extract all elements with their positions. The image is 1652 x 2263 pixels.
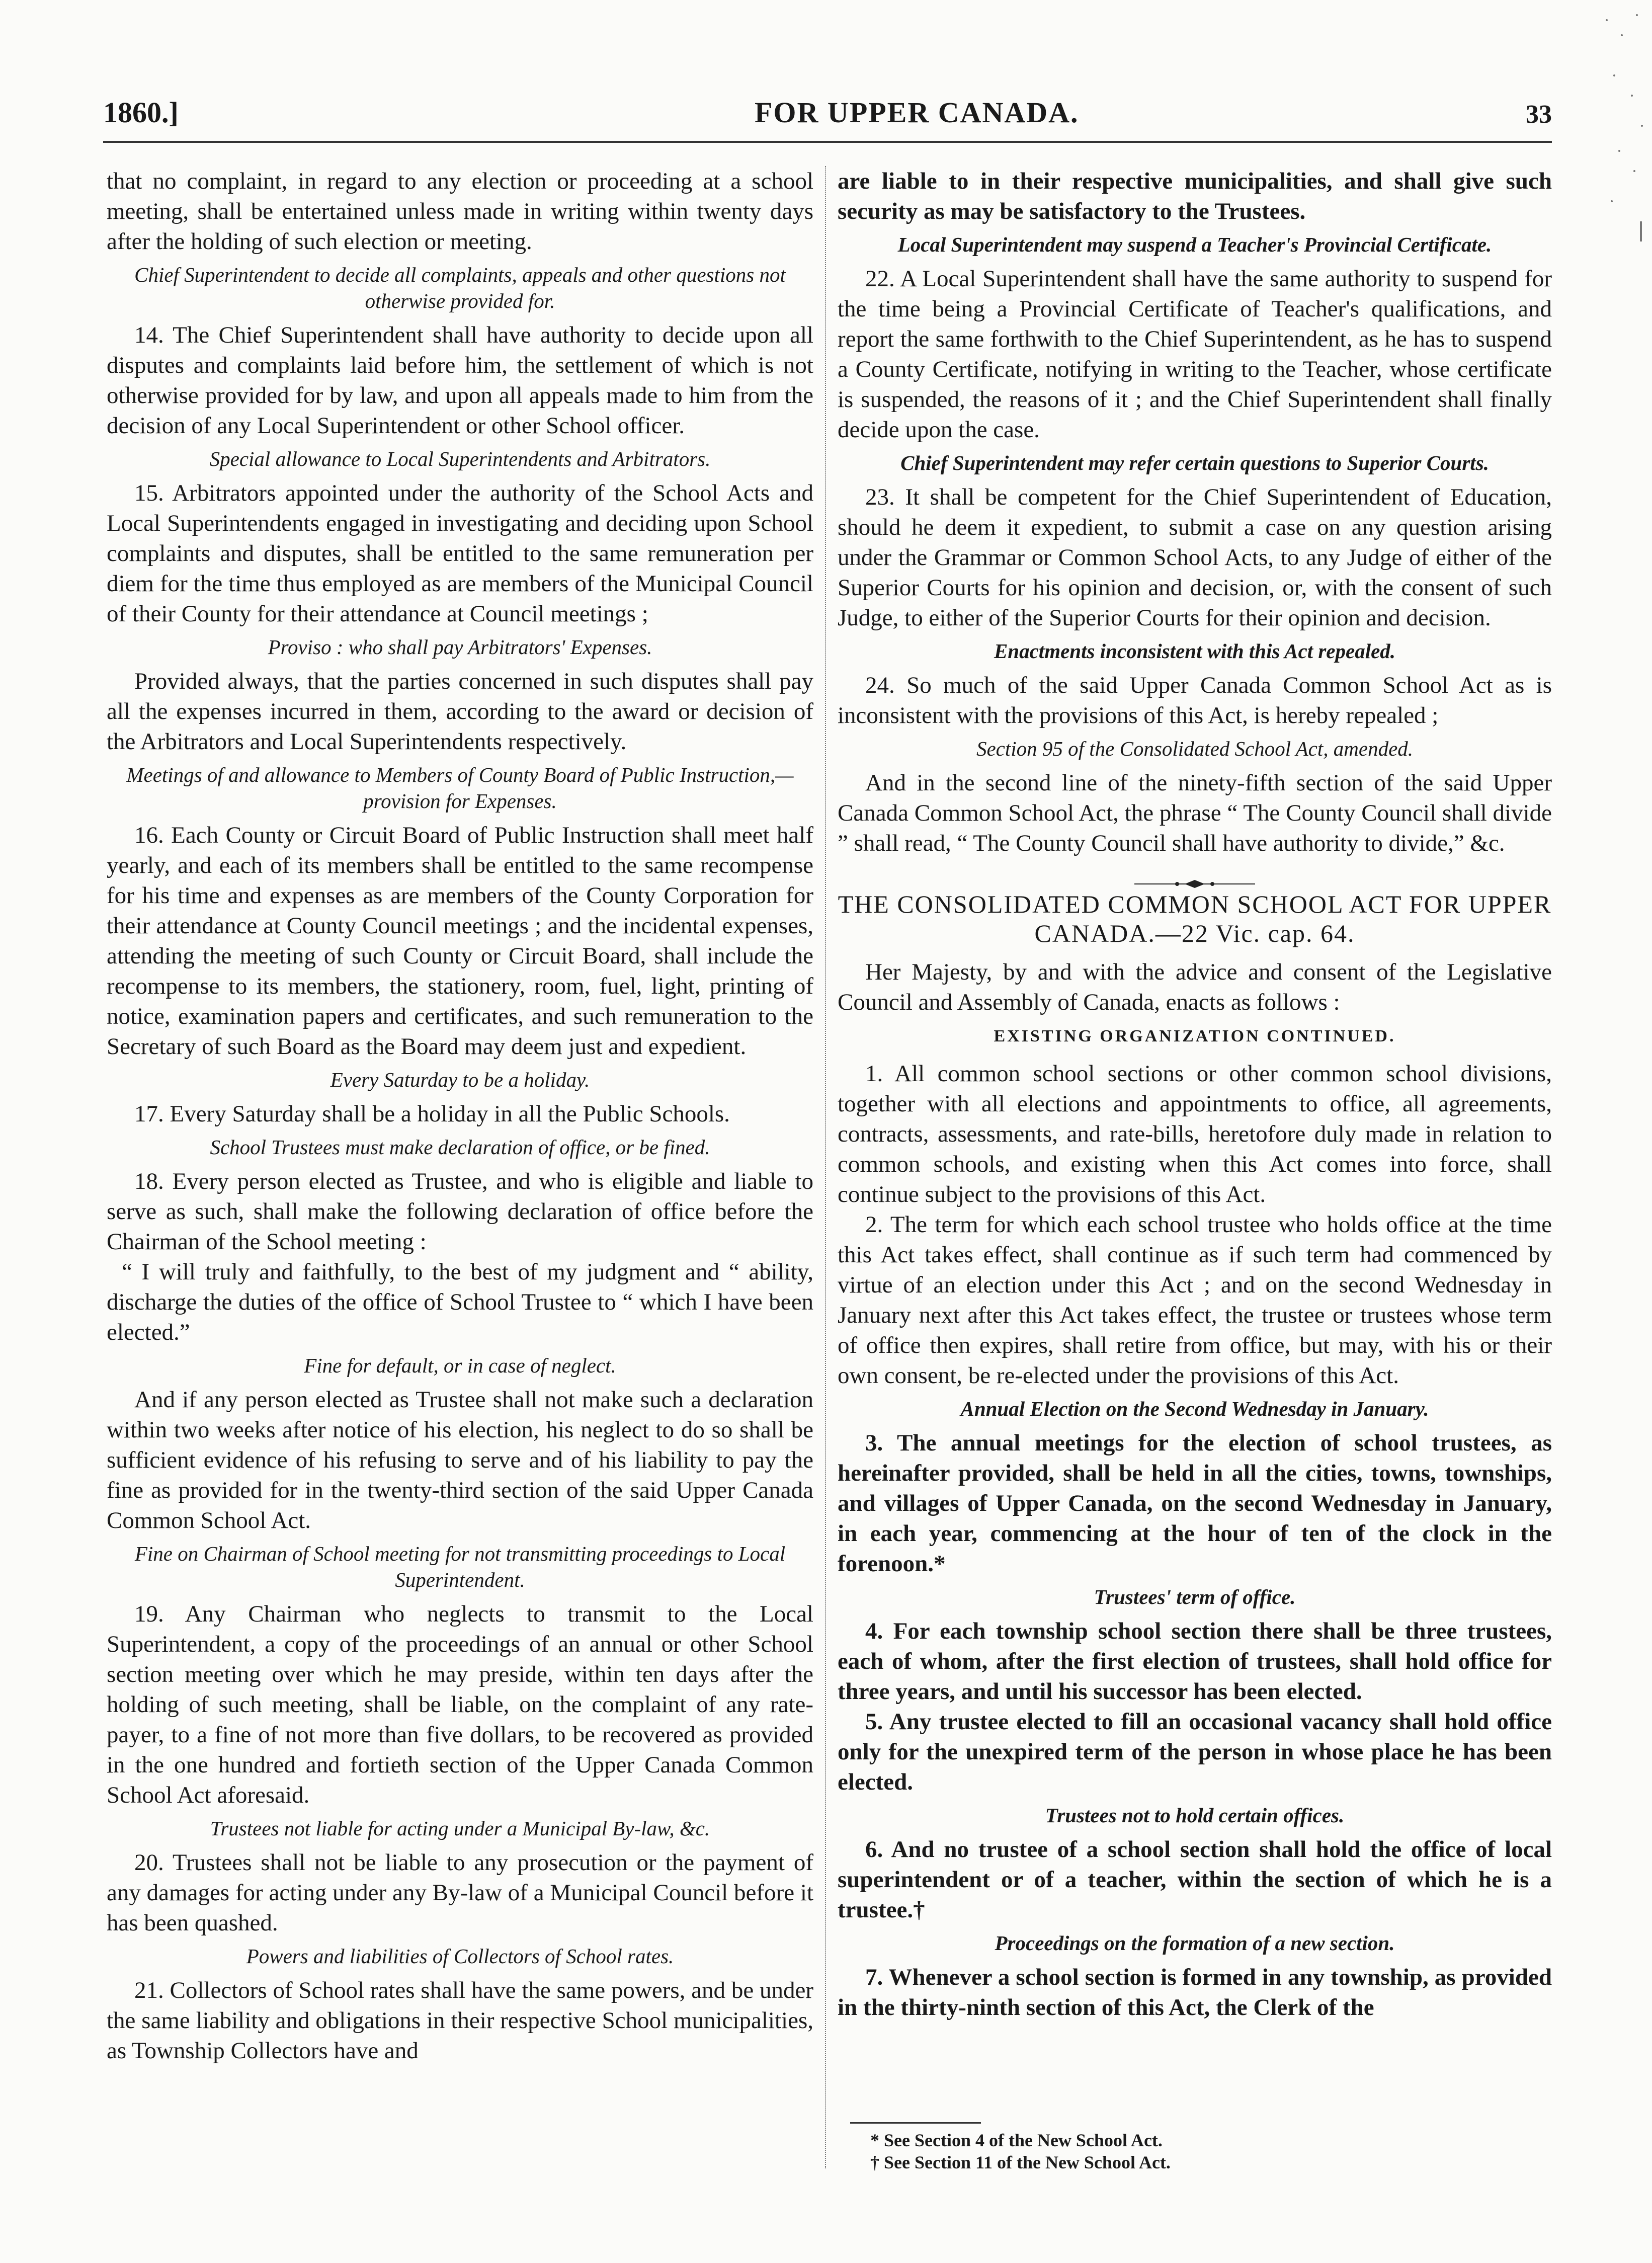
section-heading: EXISTING ORGANIZATION CONTINUED.: [994, 1027, 1396, 1045]
paragraph: 22. A Local Superintendent shall have the same authority to suspend for the time being a Provincial Certificate of Teacher's qualifications, and report the same forthwith to the Chief Superintendent, as he has to suspend a County Certificate, notifying in writing to the Teacher, whose certificate is suspended, the reasons of it ; and the Chief Superintendent shall finally decide upon the case.: [838, 266, 1552, 443]
margin-heading: Chief Superintendent to decide all complaints, appeals and other questions not otherwise provided for.: [134, 263, 786, 312]
paragraph: 7. Whenever a school section is formed in any township, as provided in the thirty-ninth section of this Act, the Clerk of the: [838, 1964, 1552, 2020]
margin-heading: Fine for default, or in case of neglect.: [304, 1354, 616, 1377]
column-divider: [825, 166, 826, 2168]
paragraph: 14. The Chief Superintendent shall have authority to decide upon all disputes and complaints laid before him, the settlement of which is not otherwise provided for by law, and upon all appeals made to him from the decision of any Local Superintendent or other School officer.: [107, 322, 813, 439]
paragraph: 3. The annual meetings for the election of school trustees, as hereinafter provided, shall be held in all the cities, towns, townships, and villages of Upper Canada, on the second Wednesday in January, in each year, commencing at the hour of ten of the clock in the forenoon.*: [838, 1430, 1552, 1577]
margin-heading: Local Superintendent may suspend a Teacher's Provincial Certificate.: [897, 233, 1492, 256]
paragraph: are liable to in their respective municipalities, and shall give such security as may be satisfactory to the Trustees.: [838, 168, 1552, 224]
paragraph: 24. So much of the said Upper Canada Common School Act as is inconsistent with the provisions of this Act, is hereby repealed ;: [838, 672, 1552, 729]
paragraph: 6. And no trustee of a school section shall hold the office of local superintendent or of a teacher, within the section of which he is a trustee.†: [838, 1836, 1552, 1923]
paragraph: 16. Each County or Circuit Board of Public Instruction shall meet half yearly, and each of its members shall be entitled to the same recompense for his time and expenses as are members of the County Corporation for their attendance at County Council meetings ; and the incidental expenses, attending the meeting of such County or Circuit Board, shall include the recompense to its members, the stationery, room, fuel, light, printing of notice, examination papers and certificates, and such remuneration to the Secretary of such Board as the Board may deem just and expedient.: [107, 822, 813, 1060]
header-title: FOR UPPER CANADA.: [755, 96, 1079, 129]
footnote-rule: [850, 2122, 981, 2124]
margin-specks: [1592, 0, 1652, 262]
footnote-1: * See Section 4 of the New School Act.: [870, 2130, 1163, 2150]
margin-heading: Trustees not liable for acting under a Municipal By-law, &c.: [210, 1817, 710, 1840]
margin-heading: Annual Election on the Second Wednesday in January.: [960, 1397, 1429, 1420]
paragraph: 5. Any trustee elected to fill an occasional vacancy shall hold office only for the unexpired term of the person in whose place he has been elected.: [838, 1709, 1552, 1795]
paragraph: 18. Every person elected as Trustee, and who is eligible and liable to serve as such, shall make the following declaration of office before the Chairman of the School meeting :: [107, 1168, 813, 1255]
paragraph: that no complaint, in regard to any election or proceeding at a school meeting, shall be entertained unless made in writing within twenty days after the holding of such election or meeting.: [107, 168, 813, 255]
paragraph: 20. Trustees shall not be liable to any prosecution or the payment of any damages for acting under any By-law of a Municipal Council before it has been quashed.: [107, 1849, 813, 1936]
margin-heading: Enactments inconsistent with this Act repealed.: [994, 639, 1396, 663]
paragraph: And in the second line of the ninety-fifth section of the said Upper Canada Common School Act, the phrase “ The County Council shall divide ” shall read, “ The County Council shall have authority to divide,” &c.: [838, 770, 1552, 856]
header-rule: [103, 141, 1552, 143]
running-header: [103, 91, 1552, 136]
paragraph: And if any person elected as Trustee shall not make such a declaration within two weeks after notice of his election, his neglect to do so shall be sufficient evidence of his refusing to serve and of his liability to pay the fine as provided for in the twenty-third section of the said Upper Canada Common School Act.: [107, 1387, 813, 1533]
act-title: THE CONSOLIDATED COMMON SCHOOL ACT FOR UPPER CANADA.—22 Vic. cap. 64.: [838, 890, 1552, 947]
footnote-2: † See Section 11 of the New School Act.: [870, 2152, 1171, 2172]
margin-heading: Section 95 of the Consolidated School Act, amended.: [976, 737, 1414, 760]
ornament-divider: [838, 867, 1552, 882]
header-year: 1860.]: [103, 96, 179, 129]
right-column: [838, 166, 1552, 2113]
paragraph: 19. Any Chairman who neglects to transmit to the Local Superintendent, a copy of the proceedings of an annual or other School section meeting over which he may preside, within ten days after the holding of such meeting, shall be liable, on the complaint of any rate-payer, to a fine of not more than five dollars, to be recovered as provided in the one hundred and fortieth section of the Upper Canada Common School Act aforesaid.: [107, 1601, 813, 1808]
footnotes: [870, 2129, 1524, 2173]
margin-heading: Chief Superintendent may refer certain questions to Superior Courts.: [900, 451, 1489, 474]
margin-heading: Every Saturday to be a holiday.: [330, 1068, 590, 1091]
declaration-quote: “ I will truly and faithfully, to the best of my judgment and “ ability, discharge the duties of the office of School Trustee to “ which I have been elected.”: [107, 1259, 813, 1345]
paragraph: Provided always, that the parties concerned in such disputes shall pay all the expenses incurred in them, according to the award or decision of the Arbitrators and Local Superintendents respectively.: [107, 668, 813, 755]
margin-heading: Special allowance to Local Superintendents and Arbitrators.: [209, 447, 711, 470]
margin-heading: Proceedings on the formation of a new section.: [995, 1931, 1395, 1955]
margin-heading: School Trustees must make declaration of office, or be fined.: [210, 1136, 710, 1159]
paragraph: 4. For each township school section there shall be three trustees, each of whom, after the first election of trustees, shall hold office for three years, and until his successor has been elected.: [838, 1618, 1552, 1705]
margin-heading: Fine on Chairman of School meeting for not transmitting proceedings to Local Superintendent.: [134, 1542, 786, 1591]
margin-heading: Powers and liabilities of Collectors of School rates.: [246, 1945, 674, 1968]
margin-heading: Trustees not to hold certain offices.: [1045, 1804, 1345, 1827]
paragraph: 1. All common school sections or other common school divisions, together with all elections and appointments to office, all agreements, contracts, assessments, and rate-bills, heretofore duly made in relation to common schools, and existing when this Act comes into force, shall continue subject to the provisions of this Act.: [838, 1061, 1552, 1207]
margin-heading: Proviso : who shall pay Arbitrators' Expenses.: [268, 635, 652, 659]
margin-heading: Meetings of and allowance to Members of County Board of Public Instruction,—provision for Expenses.: [126, 763, 794, 813]
paragraph: 15. Arbitrators appointed under the authority of the School Acts and Local Superintendents engaged in investigating and deciding upon School complaints and disputes, shall be entitled to the same remuneration per diem for the time thus employed as are members of the Municipal Council of their County for their attendance at Council meetings ;: [107, 480, 813, 627]
paragraph: 2. The term for which each school trustee who holds office at the time this Act takes effect, shall continue as if such term had commenced by virtue of an election under this Act ; and on the second Wednesday in January next after this Act takes effect, the trustee or trustees whose term of office then expires, shall retire from office, but may, with his or their own consent, be re-elected under the provisions of this Act.: [838, 1211, 1552, 1389]
paragraph: 23. It shall be competent for the Chief Superintendent of Education, should he deem it expedient, to submit a case on any question arising under the Grammar or Common School Acts, to any Judge of either of the Superior Courts for his opinion and decision, or, with the consent of such Judge, to either of the Superior Courts for their opinion and decision.: [838, 484, 1552, 631]
page-number: 33: [1526, 100, 1552, 129]
left-column: [107, 166, 813, 2189]
paragraph: 21. Collectors of School rates shall have the same powers, and be under the same liability and obligations in their respective School municipalities, as Township Collectors have and: [107, 1977, 813, 2064]
paragraph: Her Majesty, by and with the advice and consent of the Legislative Council and Assembly of Canada, enacts as follows :: [838, 959, 1552, 1015]
margin-heading: Trustees' term of office.: [1094, 1585, 1296, 1608]
paragraph: 17. Every Saturday shall be a holiday in all the Public Schools.: [134, 1101, 730, 1127]
